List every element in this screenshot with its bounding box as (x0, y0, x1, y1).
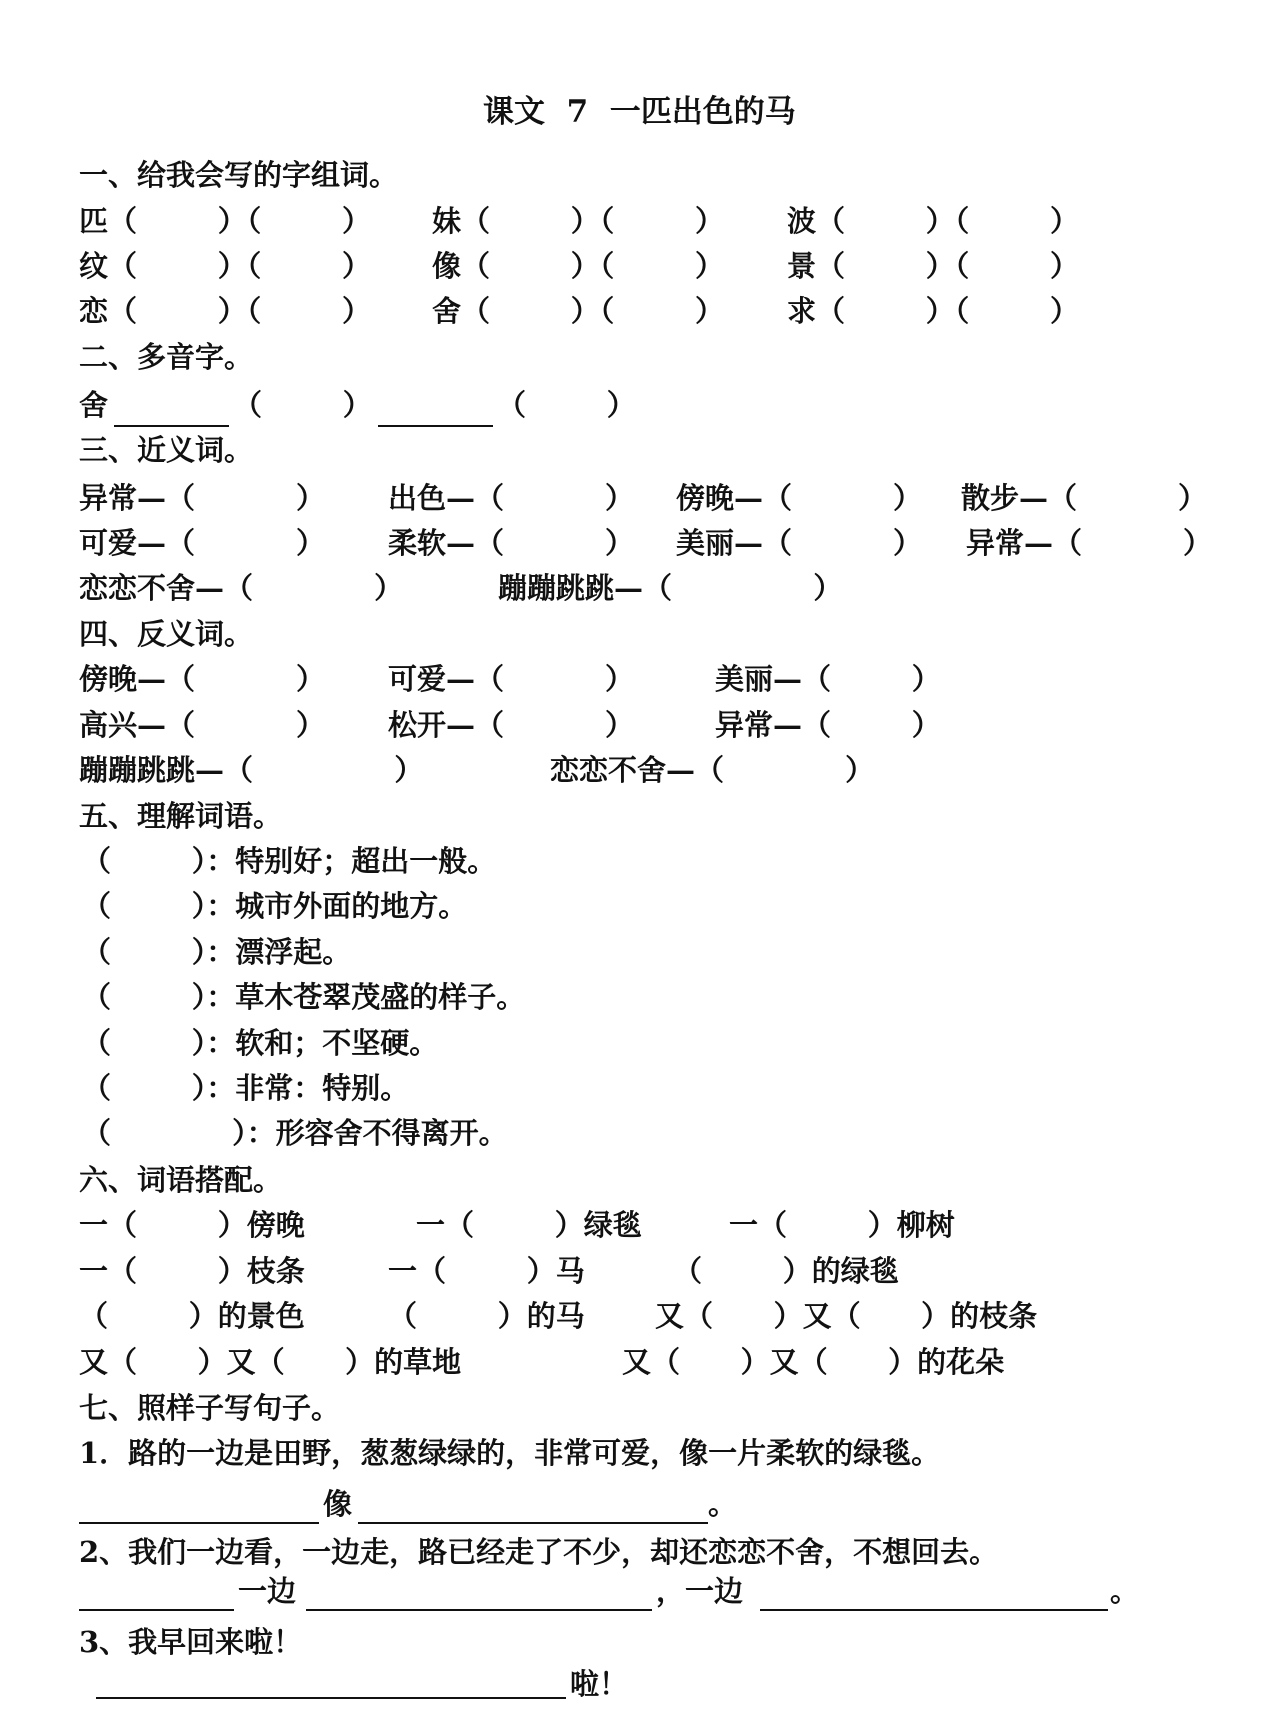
q1-item: 舍（ ）（ ） (432, 294, 725, 328)
q6-item: （ ）的绿毯 (673, 1254, 899, 1288)
q7-blank-2c[interactable] (760, 1609, 1108, 1611)
q6-item: 一（ ）马 (388, 1254, 585, 1288)
q3-item: 出色—（ ） (388, 481, 634, 515)
q5-item: （ ）：非常：特别。 (82, 1071, 410, 1105)
q7-blank-3[interactable] (96, 1697, 566, 1699)
q5-item: （ ）：草木苍翠茂盛的样子。 (82, 980, 526, 1014)
q3-item: 傍晚—（ ） (676, 481, 922, 515)
q4-item: 恋恋不舍—（ ） (550, 753, 875, 787)
q7-sentence-2: 2、我们一边看，一边走，路已经走了不少，却还恋恋不舍，不想回去。 (79, 1535, 999, 1569)
q7-blank-1a[interactable] (79, 1522, 319, 1524)
q6-item: 又（ ）又（ ）的枝条 (655, 1299, 1038, 1333)
q4-item: 松开—（ ） (388, 708, 634, 742)
q3-item: 柔软—（ ） (388, 526, 634, 560)
q3-item: 可爱—（ ） (79, 526, 325, 560)
q7-end-2: 。 (1110, 1574, 1140, 1608)
q2-blank-2[interactable] (378, 425, 493, 427)
q5-item: （ ）：软和；不坚硬。 (82, 1026, 439, 1060)
q3-item: 恋恋不舍—（ ） (79, 571, 404, 605)
q7-blank-2b[interactable] (306, 1609, 652, 1611)
q4-item: 异常—（ ） (715, 708, 941, 742)
q1-item: 波（ ）（ ） (787, 204, 1080, 238)
q4-item: 可爱—（ ） (388, 662, 634, 696)
q5-item: （ ）：形容舍不得离开。 (82, 1116, 508, 1150)
q3-item: 散步—（ ） (961, 481, 1207, 515)
q6-item: 一（ ）柳树 (729, 1208, 955, 1242)
q6-item: 一（ ）傍晚 (79, 1208, 305, 1242)
q7-blank-2a[interactable] (79, 1609, 234, 1611)
q7-blank-1b[interactable] (358, 1522, 708, 1524)
q1-item: 恋（ ）（ ） (79, 294, 372, 328)
section-6-heading: 六、词语搭配。 (79, 1163, 283, 1197)
q5-item: （ ）：城市外面的地方。 (82, 889, 468, 923)
q7-end-1: 。 (708, 1487, 738, 1521)
q2-char: 舍 (79, 388, 109, 422)
q5-item: （ ）：漂浮起。 (82, 935, 352, 969)
q3-item: 异常—（ ） (79, 481, 325, 515)
q1-item: 景（ ）（ ） (787, 249, 1080, 283)
q7-sentence-3: 3、我早回来啦！ (79, 1625, 303, 1659)
section-2-heading: 二、多音字。 (79, 340, 254, 374)
q1-item: 匹（ ）（ ） (79, 204, 372, 238)
q6-item: （ ）的马 (388, 1299, 585, 1333)
q4-item: 高兴—（ ） (79, 708, 325, 742)
q6-item: 又（ ）又（ ）的草地 (79, 1345, 462, 1379)
q6-item: 一（ ）绿毯 (416, 1208, 642, 1242)
section-3-heading: 三、近义词。 (79, 433, 254, 467)
q1-item: 纹（ ）（ ） (79, 249, 372, 283)
q7-sentence-1: 1．路的一边是田野，葱葱绿绿的，非常可爱，像一片柔软的绿毯。 (79, 1436, 941, 1470)
page-title: 课文 7 一匹出色的马 (483, 94, 796, 130)
q4-item: 蹦蹦跳跳—（ ） (79, 753, 424, 787)
q2-paren-1: （ ） (233, 388, 372, 422)
q3-item: 蹦蹦跳跳—（ ） (498, 571, 843, 605)
q4-item: 傍晚—（ ） (79, 662, 325, 696)
q7-word-1: 像 (323, 1487, 353, 1521)
q7-word-2b: ，一边 (656, 1574, 744, 1608)
section-4-heading: 四、反义词。 (79, 617, 254, 651)
q7-end-3: 啦！ (570, 1667, 629, 1701)
section-1-heading: 一、给我会写的字组词。 (79, 158, 399, 192)
q1-item: 妹（ ）（ ） (432, 204, 725, 238)
q2-blank-1[interactable] (114, 425, 229, 427)
q7-word-2a: 一边 (238, 1574, 297, 1608)
section-7-heading: 七、照样子写句子。 (79, 1391, 341, 1425)
q6-item: 又（ ）又（ ）的花朵 (622, 1345, 1005, 1379)
q3-item: 异常—（ ） (966, 526, 1212, 560)
q1-item: 求（ ）（ ） (787, 294, 1080, 328)
q4-item: 美丽—（ ） (715, 662, 941, 696)
section-5-heading: 五、理解词语。 (79, 799, 283, 833)
q6-item: 一（ ）枝条 (79, 1254, 305, 1288)
q1-item: 像（ ）（ ） (432, 249, 725, 283)
q6-item: （ ）的景色 (79, 1299, 305, 1333)
q3-item: 美丽—（ ） (676, 526, 922, 560)
q2-paren-2: （ ） (497, 388, 636, 422)
q5-item: （ ）：特别好；超出一般。 (82, 844, 497, 878)
